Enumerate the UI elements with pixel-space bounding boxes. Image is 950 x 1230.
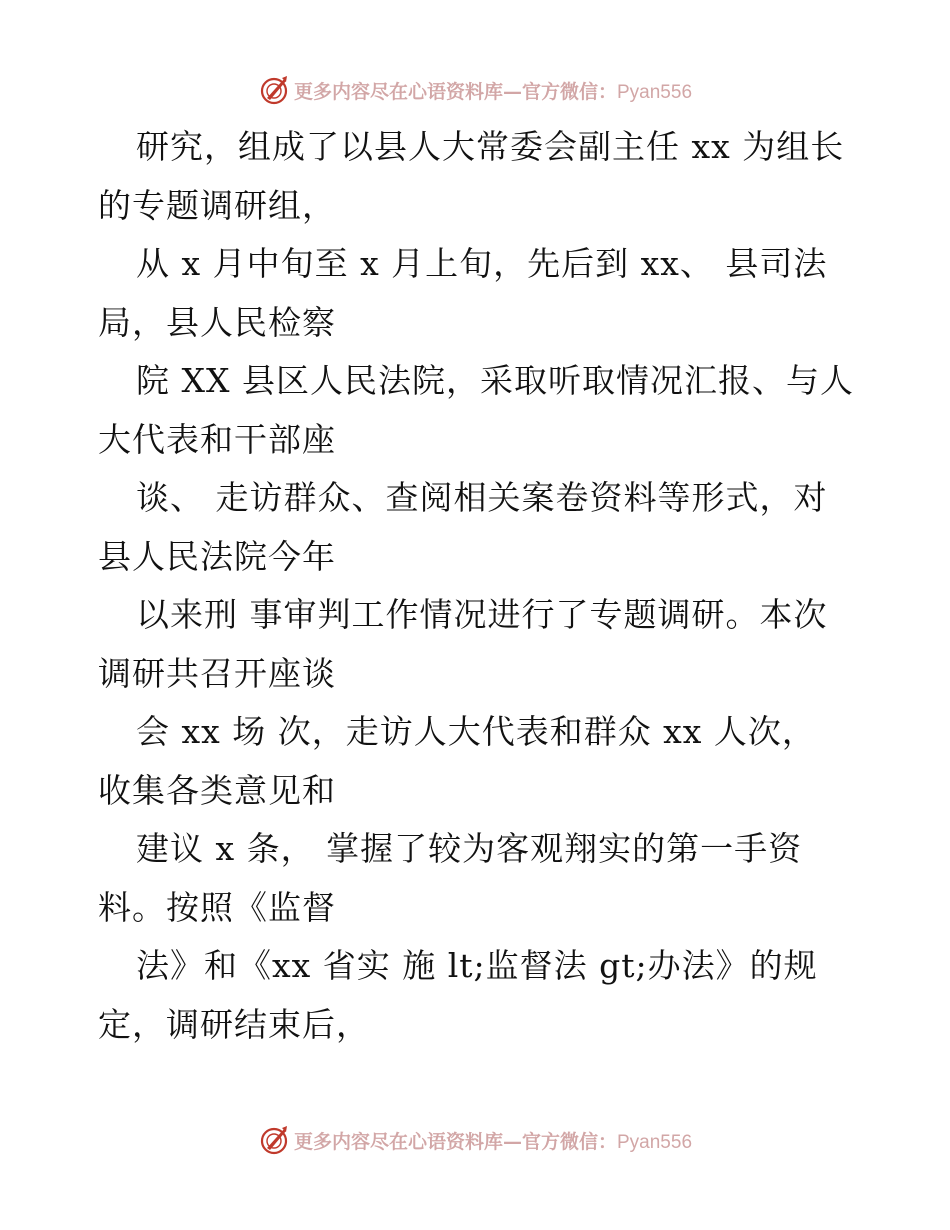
text-line: 院 XX 县区人民法院，采取听取情况汇报、与人: [136, 361, 854, 400]
text-line: 建议 x 条， 掌握了较为客观翔实的第一手资: [136, 829, 803, 868]
text-line: 会 xx 场 次，走访人大代表和群众 xx 人次，: [136, 712, 816, 751]
text-line: 的专题调研组，: [98, 185, 336, 225]
header-banner: [0, 68, 950, 112]
text-line: 谈、 走访群众、查阅相关案卷资料等形式，对: [136, 478, 828, 517]
quill-seal-icon: [258, 1124, 290, 1156]
banner-handle: Pyan556: [617, 1131, 693, 1153]
text-line: 大代表和干部座: [98, 419, 336, 459]
banner-label: 更多内容尽在心语资料库—官方微信：Pyan556: [293, 1130, 693, 1153]
text-line: 料。按照《监督: [98, 887, 336, 927]
text-line: 研究，组成了以县人大常委会副主任 xx 为组长: [136, 127, 845, 166]
banner-label: 更多内容尽在心语资料库—官方微信：Pyan556: [293, 80, 693, 103]
banner-handle: Pyan556: [617, 81, 693, 103]
text-line: 县人民法院今年: [98, 536, 336, 576]
document-body: [98, 118, 858, 1054]
text-line: 调研共召开座谈: [98, 653, 336, 693]
text-line: 收集各类意见和: [98, 770, 336, 810]
text-line: 从 x 月中旬至 x 月上旬，先后到 xx、 县司法: [136, 244, 828, 283]
text-line: 法》和《xx 省实 施 lt;监督法 gt;办法》的规: [136, 946, 818, 985]
text-line: 局，县人民检察: [98, 302, 336, 342]
footer-banner: [0, 1118, 950, 1162]
text-line: 定，调研结束后，: [98, 1004, 370, 1044]
quill-seal-icon: [258, 74, 290, 106]
text-line: 以来刑 事审判工作情况进行了专题调研。本次: [136, 595, 828, 634]
